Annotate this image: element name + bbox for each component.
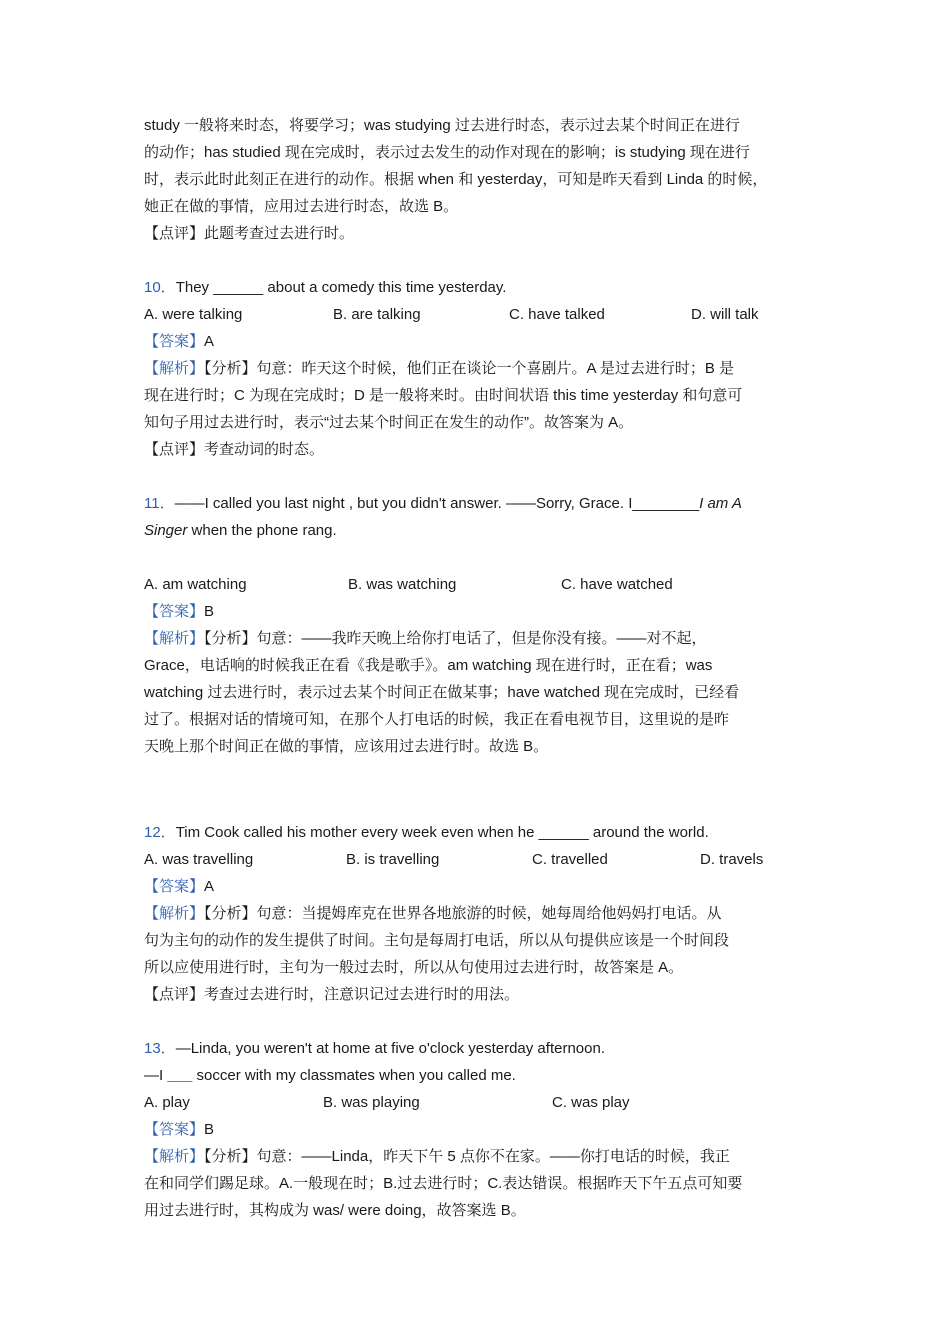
question-11-answer: [144, 598, 814, 625]
analysis-line: 用过去进行时，其构成为 was/ were doing，故答案选 B。: [144, 1202, 526, 1219]
question-12-comment: [144, 981, 814, 1008]
question-12-analysis: [144, 900, 814, 927]
question-12-options: [144, 846, 814, 873]
option-d: D. travels: [700, 851, 764, 868]
analysis-text: 【分析】句意：——Linda，昨天下午 5 点你不在家。——你打电话的时候，我正: [204, 1148, 730, 1165]
comment-text: 考查过去进行时，注意识记过去进行时的用法。: [204, 986, 520, 1003]
answer-tag: 【答案】: [144, 603, 205, 620]
question-11-stem-cont: [144, 517, 814, 544]
question-number: 11．: [144, 495, 175, 512]
comment-tag: 【点评】: [144, 225, 205, 242]
option-c: C. have talked: [509, 306, 605, 323]
analysis-line: 天晚上那个时间正在做的事情，应该用过去进行时。故选 B。: [144, 738, 549, 755]
question-10-options: [144, 301, 814, 328]
analysis-line: 句为主句的动作的发生提供了时间。主句是每周打电话，所以从句提供应该是一个时间段: [144, 932, 730, 949]
option-a: A. was travelling: [144, 851, 254, 868]
question-13-analysis: [144, 1143, 814, 1170]
analysis-text: 【分析】句意：当提姆库克在世界各地旅游的时候，她每周给他妈妈打电话。从: [204, 905, 722, 922]
song-title-italic: Singer: [144, 522, 188, 539]
option-b: B. was watching: [348, 576, 457, 593]
question-13-stem-cont: [144, 1062, 814, 1089]
answer-value: B: [204, 603, 215, 620]
answer-value: A: [204, 878, 215, 895]
analysis-line: 过了。根据对话的情境可知，在那个人打电话的时候，我正在看电视节目，这里说的是昨: [144, 711, 730, 728]
analysis-tag: 【解析】: [144, 1148, 205, 1165]
comment-tag: 【点评】: [144, 441, 205, 458]
analysis-line: 知句子用过去进行时，表示“过去某个时间正在发生的动作”。故答案为 A。: [144, 414, 634, 431]
question-number: 13．: [144, 1040, 176, 1057]
option-c: C. have watched: [561, 576, 673, 593]
option-a: A. play: [144, 1094, 190, 1111]
analysis-text: 【分析】句意：——我昨天晚上给你打电话了，但是你没有接。——对不起，: [204, 630, 707, 647]
question-11-analysis: [144, 625, 814, 652]
question-13-stem: [144, 1035, 814, 1062]
analysis-tag: 【解析】: [144, 630, 205, 647]
analysis-line: 现在进行时；C 为现在完成时；D 是一般将来时。由时间状语 this time yesterday 和句意可: [144, 387, 743, 404]
question-11-options: [144, 571, 814, 598]
question-text: —I: [144, 1067, 168, 1084]
question-13-answer: [144, 1116, 814, 1143]
option-a: A. were talking: [144, 306, 243, 323]
option-b: B. was playing: [323, 1094, 420, 1111]
question-number: 12．: [144, 824, 176, 841]
option-c: C. was play: [552, 1094, 630, 1111]
answer-blank: ___: [167, 1067, 193, 1084]
intro-comment: [144, 220, 814, 247]
analysis-line: 在和同学们踢足球。A.一般现在时；B.过去进行时；C.表达错误。根据昨天下午五点可知要: [144, 1175, 743, 1192]
comment-text: 考查动词的时态。: [204, 441, 325, 458]
analysis-text: 【分析】句意：昨天这个时候，他们正在谈论一个喜剧片。A 是过去进行时；B 是: [204, 360, 735, 377]
question-text: They ______ about a comedy this time yesterday.: [175, 279, 507, 296]
answer-tag: 【答案】: [144, 1121, 205, 1138]
question-text: when the phone rang.: [187, 522, 337, 539]
question-12-answer: [144, 873, 814, 900]
answer-tag: 【答案】: [144, 333, 205, 350]
question-text: ——I called you last night , but you didn't answer. ——Sorry, Grace. I________: [174, 495, 700, 512]
comment-tag: 【点评】: [144, 986, 205, 1003]
question-11-stem: [144, 490, 814, 517]
question-number: 10．: [144, 279, 176, 296]
comment-text: 此题考查过去进行时。: [204, 225, 355, 242]
analysis-tag: 【解析】: [144, 905, 205, 922]
analysis-line: watching 过去进行时，表示过去某个时间正在做某事；have watched 现在完成时，已经看: [144, 684, 740, 701]
document-page: [144, 112, 814, 1224]
question-10-comment: [144, 436, 814, 463]
intro-line: 时，表示此时此刻正在进行的动作。根据 when 和 yesterday，可知是昨天看到 Linda 的时候，: [144, 171, 768, 188]
answer-value: B: [204, 1121, 215, 1138]
question-10-analysis: [144, 355, 814, 382]
answer-tag: 【答案】: [144, 878, 205, 895]
question-text: soccer with my classmates when you called me.: [192, 1067, 516, 1084]
question-text: —Linda, you weren't at home at five o'clock yesterday afternoon.: [175, 1040, 605, 1057]
option-b: B. is travelling: [346, 851, 440, 868]
option-b: B. are talking: [333, 306, 421, 323]
answer-value: A: [204, 333, 215, 350]
option-a: A. am watching: [144, 576, 247, 593]
intro-line: study 一般将来时态，将要学习；was studying 过去进行时态，表示过去某个时间正在进行: [144, 117, 740, 134]
question-10-answer: [144, 328, 814, 355]
intro-line: 她正在做的事情，应用过去进行时态，故选 B。: [144, 198, 459, 215]
analysis-line: Grace，电话响的时候我正在看《我是歌手》。am watching 现在进行时，正在看；was: [144, 657, 713, 674]
question-12-stem: [144, 819, 814, 846]
question-text: Tim Cook called his mother every week even when he ______ around the world.: [175, 824, 709, 841]
analysis-line: 所以应使用进行时，主句为一般过去时，所以从句使用过去进行时，故答案是 A。: [144, 959, 684, 976]
question-10-stem: [144, 274, 814, 301]
option-d: D. will talk: [691, 306, 759, 323]
song-title-italic: I am A: [699, 495, 742, 512]
analysis-tag: 【解析】: [144, 360, 205, 377]
intro-line: 的动作；has studied 现在完成时，表示过去发生的动作对现在的影响；is studying 现在进行: [144, 144, 750, 161]
question-13-options: [144, 1089, 814, 1116]
option-c: C. travelled: [532, 851, 608, 868]
